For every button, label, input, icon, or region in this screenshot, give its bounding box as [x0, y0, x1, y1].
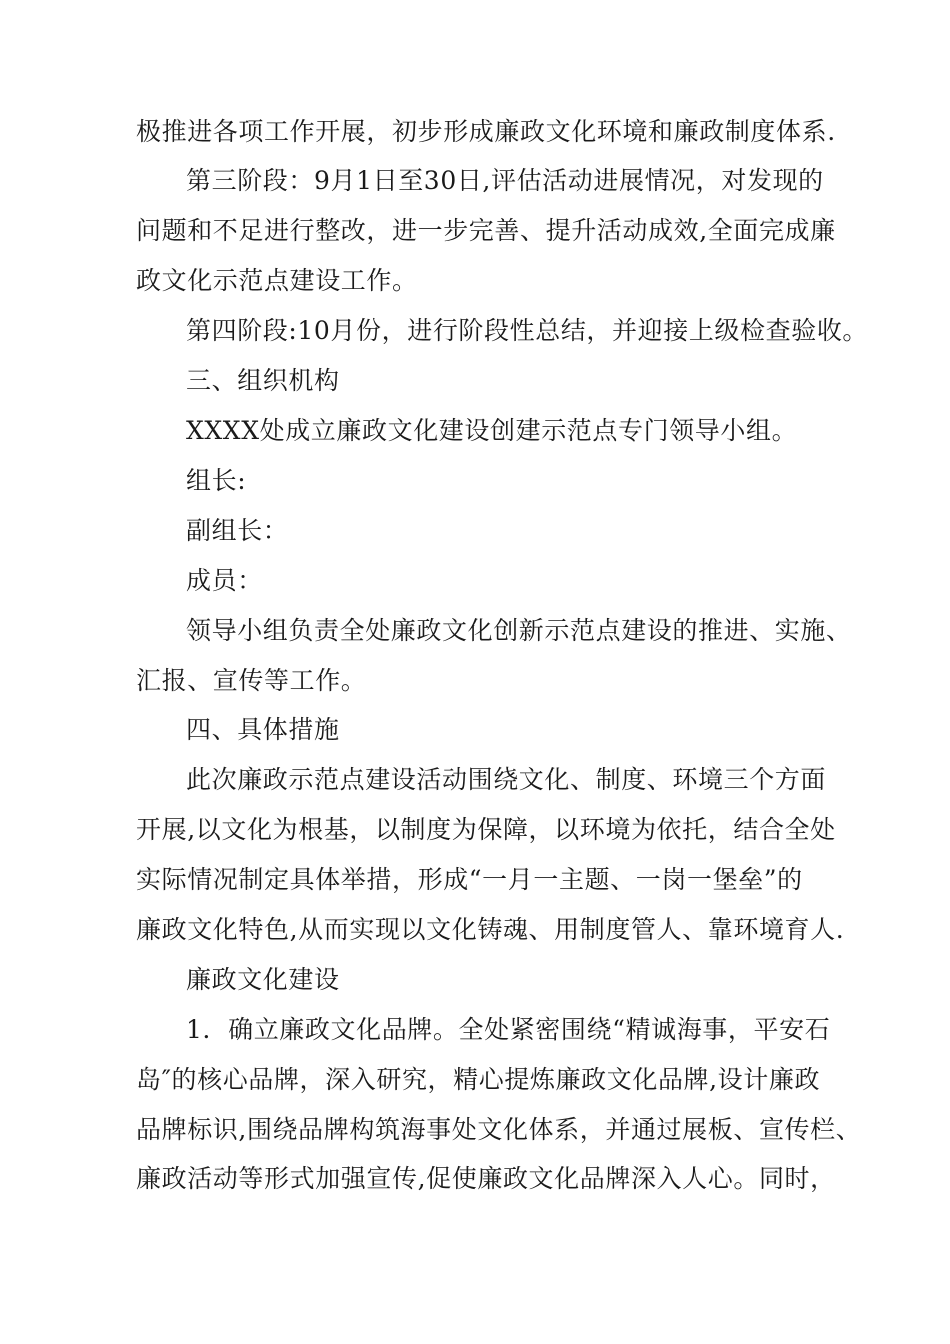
subsection-heading-culture: 廉政文化建设	[186, 965, 340, 994]
text-line-7: XXXX处成立廉政文化建设创建示范点专门领导小组。	[186, 416, 798, 445]
text-line-9: 副组长：	[186, 516, 289, 545]
text-line-22: 廉政活动等形式加强宣传,促使廉政文化品牌深入人心。同时，	[136, 1164, 836, 1193]
text-line-15: 开展,以文化为根基，以制度为保障，以环境为依托，结合全处	[136, 815, 836, 844]
text-line-2: 第三阶段：9月1日至30日,评估活动进展情况，对发现的	[186, 166, 824, 195]
text-line-1: 极推进各项工作开展，初步形成廉政文化环境和廉政制度体系.	[136, 117, 836, 146]
text-line-12: 汇报、宣传等工作。	[136, 666, 367, 695]
text-line-5: 第四阶段:10月份，进行阶段性总结，并迎接上级检查验收。	[186, 316, 869, 345]
text-line-4: 政文化示范点建设工作。	[136, 266, 418, 295]
text-line-14: 此次廉政示范点建设活动围绕文化、制度、环境三个方面	[186, 765, 827, 794]
text-line-20: 岛″的核心品牌，深入研究，精心提炼廉政文化品牌,设计廉政	[136, 1065, 821, 1094]
text-line-19: 1．确立廉政文化品牌。全处紧密围绕“精诚海事，平安石	[186, 1015, 831, 1044]
text-line-16: 实际情况制定具体举措，形成“一月一主题、一岗一堡垒”的	[136, 865, 803, 894]
text-line-17: 廉政文化特色,从而实现以文化铸魂、用制度管人、靠环境育人.	[136, 915, 845, 944]
text-line-11: 领导小组负责全处廉政文化创新示范点建设的推进、实施、	[186, 616, 852, 645]
text-line-3: 问题和不足进行整改，进一步完善、提升活动成效,全面完成廉	[136, 216, 836, 245]
text-line-21: 品牌标识,围绕品牌构筑海事处文化体系，并通过展板、宣传栏、	[136, 1115, 862, 1144]
text-line-8: 组长:	[186, 466, 247, 495]
section-heading-measures: 四、具体措施	[186, 715, 340, 744]
text-line-10: 成员：	[186, 566, 263, 595]
section-heading-organization: 三、组织机构	[186, 366, 340, 395]
